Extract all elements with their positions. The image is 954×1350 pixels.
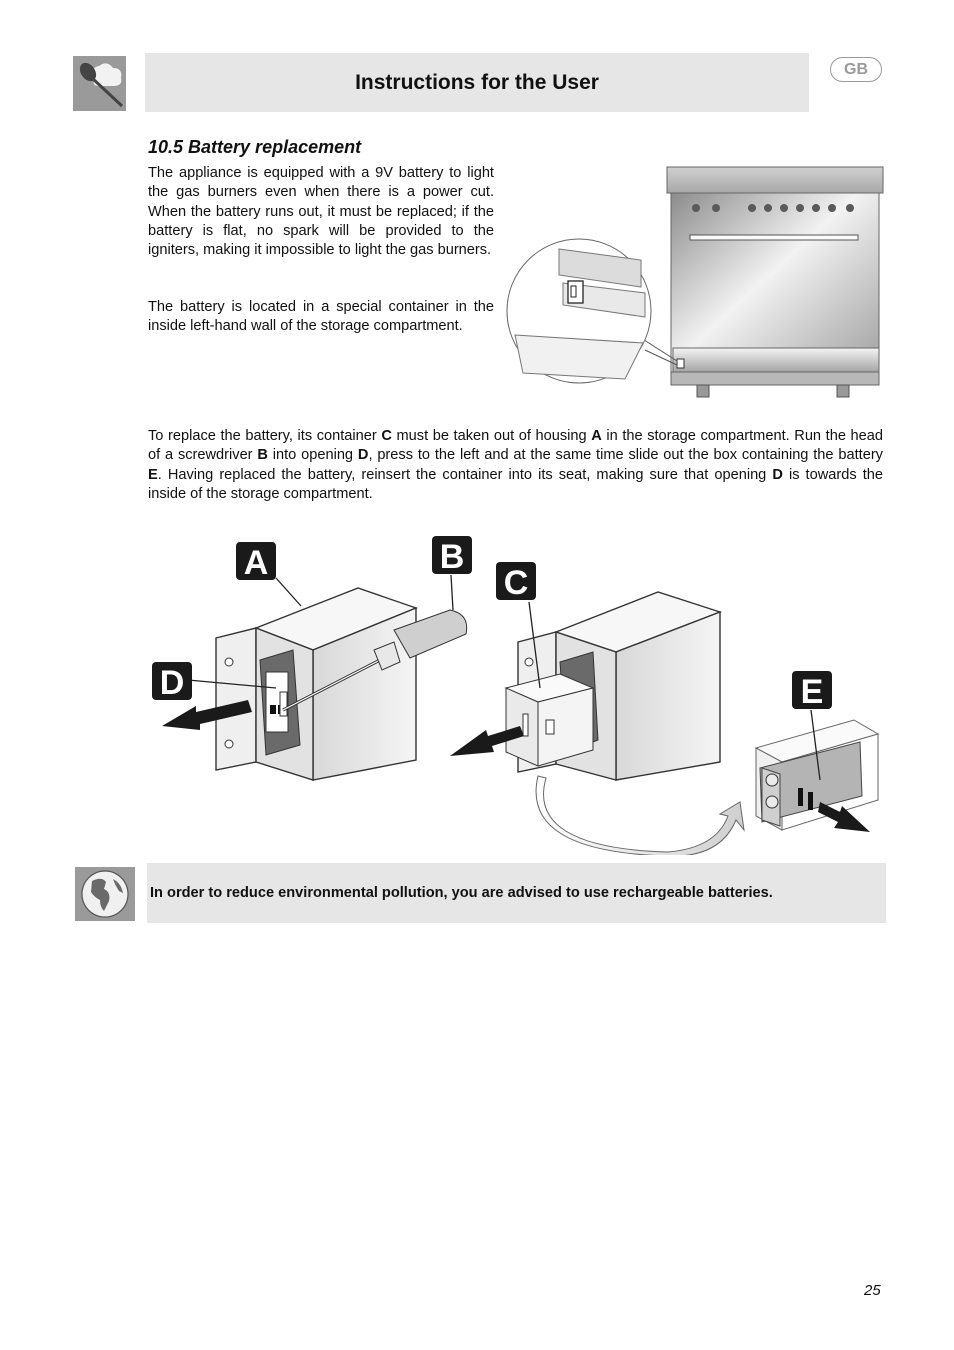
label-e	[792, 671, 832, 711]
label-a	[236, 542, 276, 582]
globe-icon-box	[75, 867, 135, 921]
label-b	[432, 536, 472, 576]
housing-with-container	[506, 592, 720, 780]
svg-text:B: B	[439, 538, 465, 576]
magnified-detail	[507, 239, 651, 383]
brand-logo	[73, 56, 126, 111]
svg-text:A: A	[243, 544, 269, 582]
environment-note	[69, 863, 886, 923]
svg-text:C: C	[503, 564, 529, 602]
housing-a	[216, 588, 416, 780]
header-bar	[145, 53, 809, 112]
page-header-title: Instructions for the User	[355, 70, 599, 94]
procedure-paragraph: To replace the battery, its container C must be taken out of housing A in the storage compartment. Run the head of a screwdriver B into opening D, press to the left and at the same time slide out the box containing the battery E. Having replaced the battery, reinsert the container into its seat, making sure that opening D is towards the inside of the storage compartment.	[148, 428, 883, 502]
location-paragraph: The battery is located in a special container in the inside left-hand wall of the storage compartment.	[148, 299, 494, 335]
oven-illustration	[505, 165, 887, 405]
country-badge: GB	[830, 57, 882, 82]
intro-paragraph: The appliance is equipped with a 9V battery to light the gas burners even when there is a power cut. When the battery runs out, it must be replaced; if the battery is flat, no spark will be provided to the igniters, making it impossible to light the gas burners.	[148, 165, 494, 259]
svg-text:D: D	[159, 664, 185, 702]
battery-box-e	[756, 720, 878, 832]
note-text-box	[147, 863, 886, 923]
battery-replacement-diagram	[148, 530, 883, 855]
label-c	[496, 562, 536, 602]
section-title: 10.5 Battery replacement	[148, 137, 362, 157]
globe-icon	[75, 867, 135, 921]
svg-text:E: E	[800, 673, 824, 711]
label-d	[152, 662, 192, 702]
rotate-arrow	[536, 776, 744, 855]
note-text: In order to reduce environmental pollution, you are advised to use rechargeable batteries.	[150, 885, 773, 901]
chef-hat-spoon-icon	[73, 56, 126, 111]
page-number: 25	[864, 1282, 881, 1299]
